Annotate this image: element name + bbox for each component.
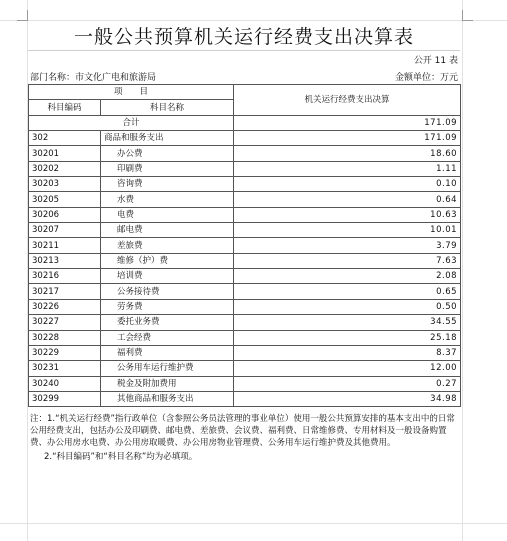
subject-name: 水费 xyxy=(101,192,234,207)
header-name: 科目名称 xyxy=(101,100,234,115)
title-divider xyxy=(28,50,460,51)
total-label: 合计 xyxy=(29,115,234,130)
subject-name: 邮电费 xyxy=(101,223,234,238)
subject-name: 工会经费 xyxy=(101,330,234,345)
table-number: 公开 11 表 xyxy=(413,56,458,66)
subject-name: 劳务费 xyxy=(101,299,234,314)
table-row xyxy=(29,223,461,238)
subject-code: 30205 xyxy=(29,192,101,207)
subject-name: 办公费 xyxy=(101,146,234,161)
subject-code: 302 xyxy=(29,131,101,146)
table-row xyxy=(29,376,461,391)
expenditure-amount: 18.60 xyxy=(234,146,461,161)
subject-name: 公务用车运行维护费 xyxy=(101,361,234,376)
subject-name: 商品和服务支出 xyxy=(101,131,234,146)
expenditure-amount: 25.18 xyxy=(234,330,461,345)
subject-code: 30201 xyxy=(29,146,101,161)
subject-name: 其他商品和服务支出 xyxy=(101,391,234,406)
expenditure-amount: 3.79 xyxy=(234,238,461,253)
expenditure-amount: 1.11 xyxy=(234,161,461,176)
expenditure-amount: 8.37 xyxy=(234,345,461,360)
budget-table xyxy=(28,84,461,407)
page-guide-right xyxy=(462,0,463,541)
subject-code: 30213 xyxy=(29,253,101,268)
table-row xyxy=(29,361,461,376)
table-row xyxy=(29,330,461,345)
table-row xyxy=(29,238,461,253)
table-row xyxy=(29,207,461,222)
expenditure-amount: 34.55 xyxy=(234,315,461,330)
table-row xyxy=(29,131,461,146)
subject-name: 公务接待费 xyxy=(101,284,234,299)
subject-code: 30202 xyxy=(29,161,101,176)
table-row xyxy=(29,177,461,192)
expenditure-amount: 12.00 xyxy=(234,361,461,376)
expenditure-amount: 0.64 xyxy=(234,192,461,207)
subject-name: 委托业务费 xyxy=(101,315,234,330)
subject-code: 30226 xyxy=(29,299,101,314)
table-row xyxy=(29,299,461,314)
expenditure-amount: 34.98 xyxy=(234,391,461,406)
crop-mark-top-right xyxy=(462,10,473,21)
header-item-group: 项 目 xyxy=(29,85,234,100)
subject-name: 税金及附加费用 xyxy=(101,376,234,391)
table-row xyxy=(29,269,461,284)
notes xyxy=(30,413,462,463)
subject-name: 印刷费 xyxy=(101,161,234,176)
crop-mark-top-left xyxy=(17,10,28,21)
subject-name: 维修（护）费 xyxy=(101,253,234,268)
header-amount: 机关运行经费支出决算 xyxy=(234,85,461,116)
subject-code: 30231 xyxy=(29,361,101,376)
table-row xyxy=(29,161,461,176)
total-amount: 171.09 xyxy=(234,115,461,130)
page-guide-top xyxy=(0,20,507,21)
expenditure-amount: 0.10 xyxy=(234,177,461,192)
subject-name: 培训费 xyxy=(101,269,234,284)
amount-unit: 金额单位：万元 xyxy=(394,73,458,83)
expenditure-amount: 7.63 xyxy=(234,253,461,268)
subject-code: 30203 xyxy=(29,177,101,192)
table-row xyxy=(29,146,461,161)
subject-code: 30207 xyxy=(29,223,101,238)
table-row xyxy=(29,253,461,268)
document-title: 一般公共预算机关运行经费支出决算表 xyxy=(73,26,414,48)
expenditure-amount: 0.27 xyxy=(234,376,461,391)
subject-name: 差旅费 xyxy=(101,238,234,253)
table-row xyxy=(29,345,461,360)
subject-code: 30216 xyxy=(29,269,101,284)
total-row xyxy=(29,115,461,130)
note-1: 注：1.“机关运行经费”指行政单位（含参照公务员法管理的事业单位）使用一般公共预算安排的基本支出中的日常公用经费支出，包括办公及印刷费、邮电费、差旅费、会议费、福利费、日常维修费、专用材料及一般设备购置费、办公用房水电费、办公用房取暖费、办公用房物业管理费、公务用车运行维护费及其他费用。 xyxy=(30,414,455,448)
note-2: 2.“科目编码”和“科目名称”均为必填项。 xyxy=(44,452,198,462)
subject-code: 30229 xyxy=(29,345,101,360)
subject-code: 30206 xyxy=(29,207,101,222)
expenditure-amount: 2.08 xyxy=(234,269,461,284)
header-code: 科目编码 xyxy=(29,100,101,115)
subject-code: 30228 xyxy=(29,330,101,345)
expenditure-amount: 0.65 xyxy=(234,284,461,299)
subject-name: 咨询费 xyxy=(101,177,234,192)
subject-code: 30211 xyxy=(29,238,101,253)
page-guide-bottom xyxy=(0,523,507,524)
subject-code: 30217 xyxy=(29,284,101,299)
subject-name: 福利费 xyxy=(101,345,234,360)
department-name: 部门名称：市文化广电和旅游局 xyxy=(30,73,157,83)
table-row xyxy=(29,391,461,406)
subject-code: 30299 xyxy=(29,391,101,406)
expenditure-amount: 10.01 xyxy=(234,223,461,238)
expenditure-amount: 10.63 xyxy=(234,207,461,222)
subject-name: 电费 xyxy=(101,207,234,222)
table-row xyxy=(29,192,461,207)
subject-code: 30240 xyxy=(29,376,101,391)
table-row xyxy=(29,284,461,299)
subject-code: 30227 xyxy=(29,315,101,330)
expenditure-amount: 0.50 xyxy=(234,299,461,314)
expenditure-amount: 171.09 xyxy=(234,131,461,146)
table-row xyxy=(29,315,461,330)
